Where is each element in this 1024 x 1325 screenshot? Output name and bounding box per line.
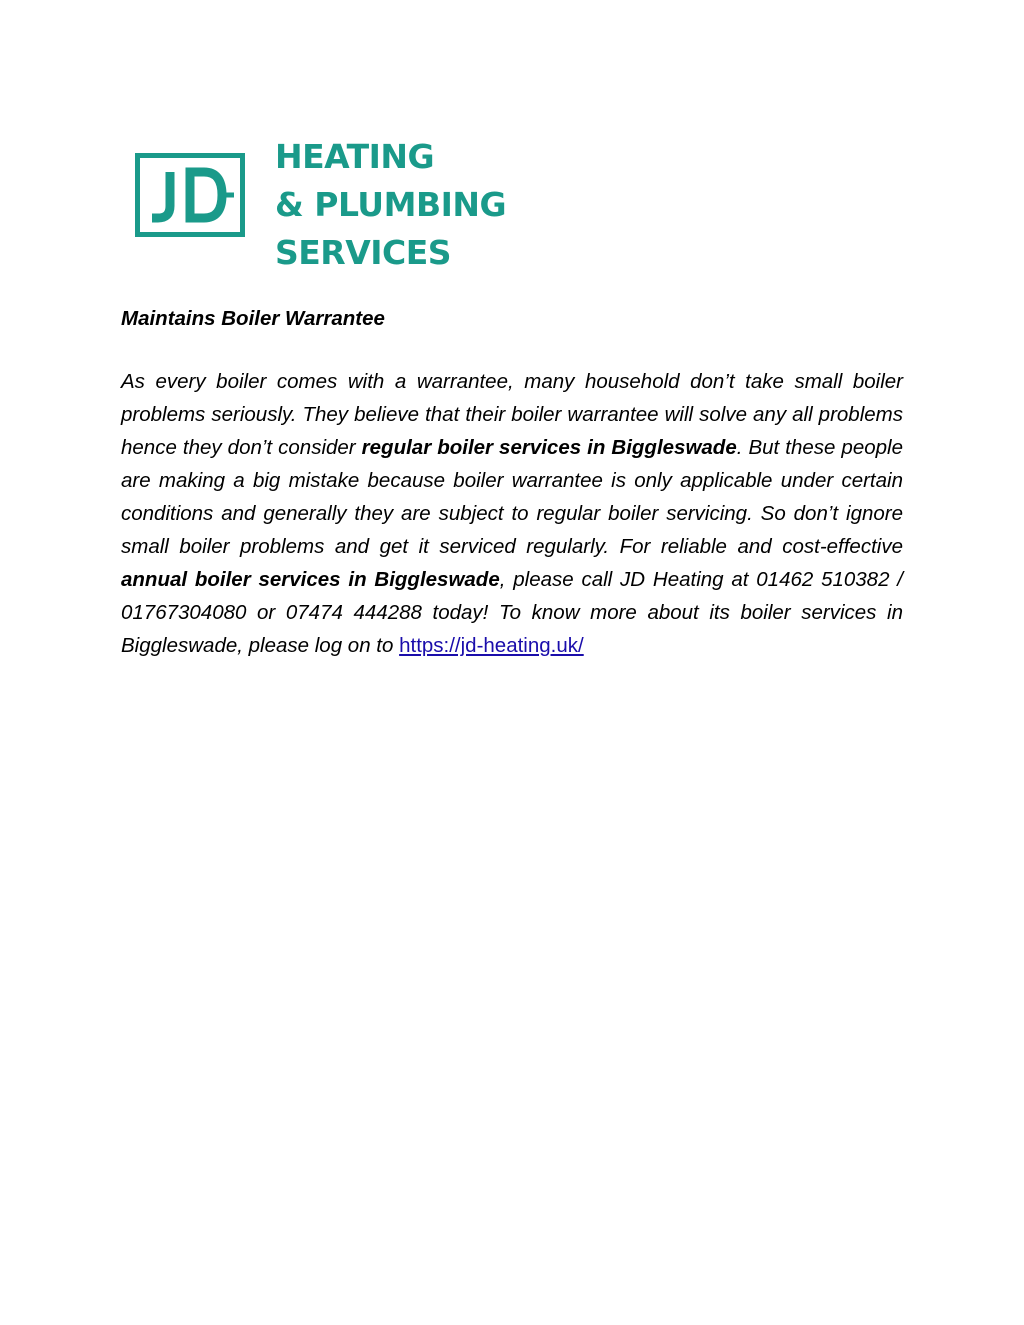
logo-line-services: SERVICES [275,233,452,272]
jd-logo-mark [135,153,245,237]
paragraph-text-3: , please call JD Heating at 01462 510382 / 01767304080 or 07474 444288 today! To know more about its boiler services in Biggleswade, please log on to [121,568,903,657]
article-paragraph [121,365,903,662]
jd-pipe-icon [146,164,234,228]
website-link[interactable]: https://jd-heating.uk/ [399,634,584,657]
logo-line-heating: HEATING [275,137,435,176]
logo-wordmark [275,133,506,277]
article [121,302,903,662]
logo-line-plumbing: & PLUMBING [275,185,507,224]
keyword-annual-services: annual boiler services in Biggleswade [121,568,500,591]
paragraph-text-2: . But these people are making a big mistake because boiler warrantee is only applicable under certain conditions and generally they are subject to regular boiler servicing. So don’t ignore small boiler problems and get it serviced regularly. For reliable and cost-effective [121,436,903,558]
company-logo [135,133,515,272]
article-heading: Maintains Boiler Warrantee [121,307,385,330]
keyword-regular-services: regular boiler services in Biggleswade [361,436,737,459]
paragraph-text-1: As every boiler comes with a warrantee, many household don’t take small boiler problems seriously. They believe that their boiler warrantee will solve any all problems hence they don’t consider [121,370,903,459]
